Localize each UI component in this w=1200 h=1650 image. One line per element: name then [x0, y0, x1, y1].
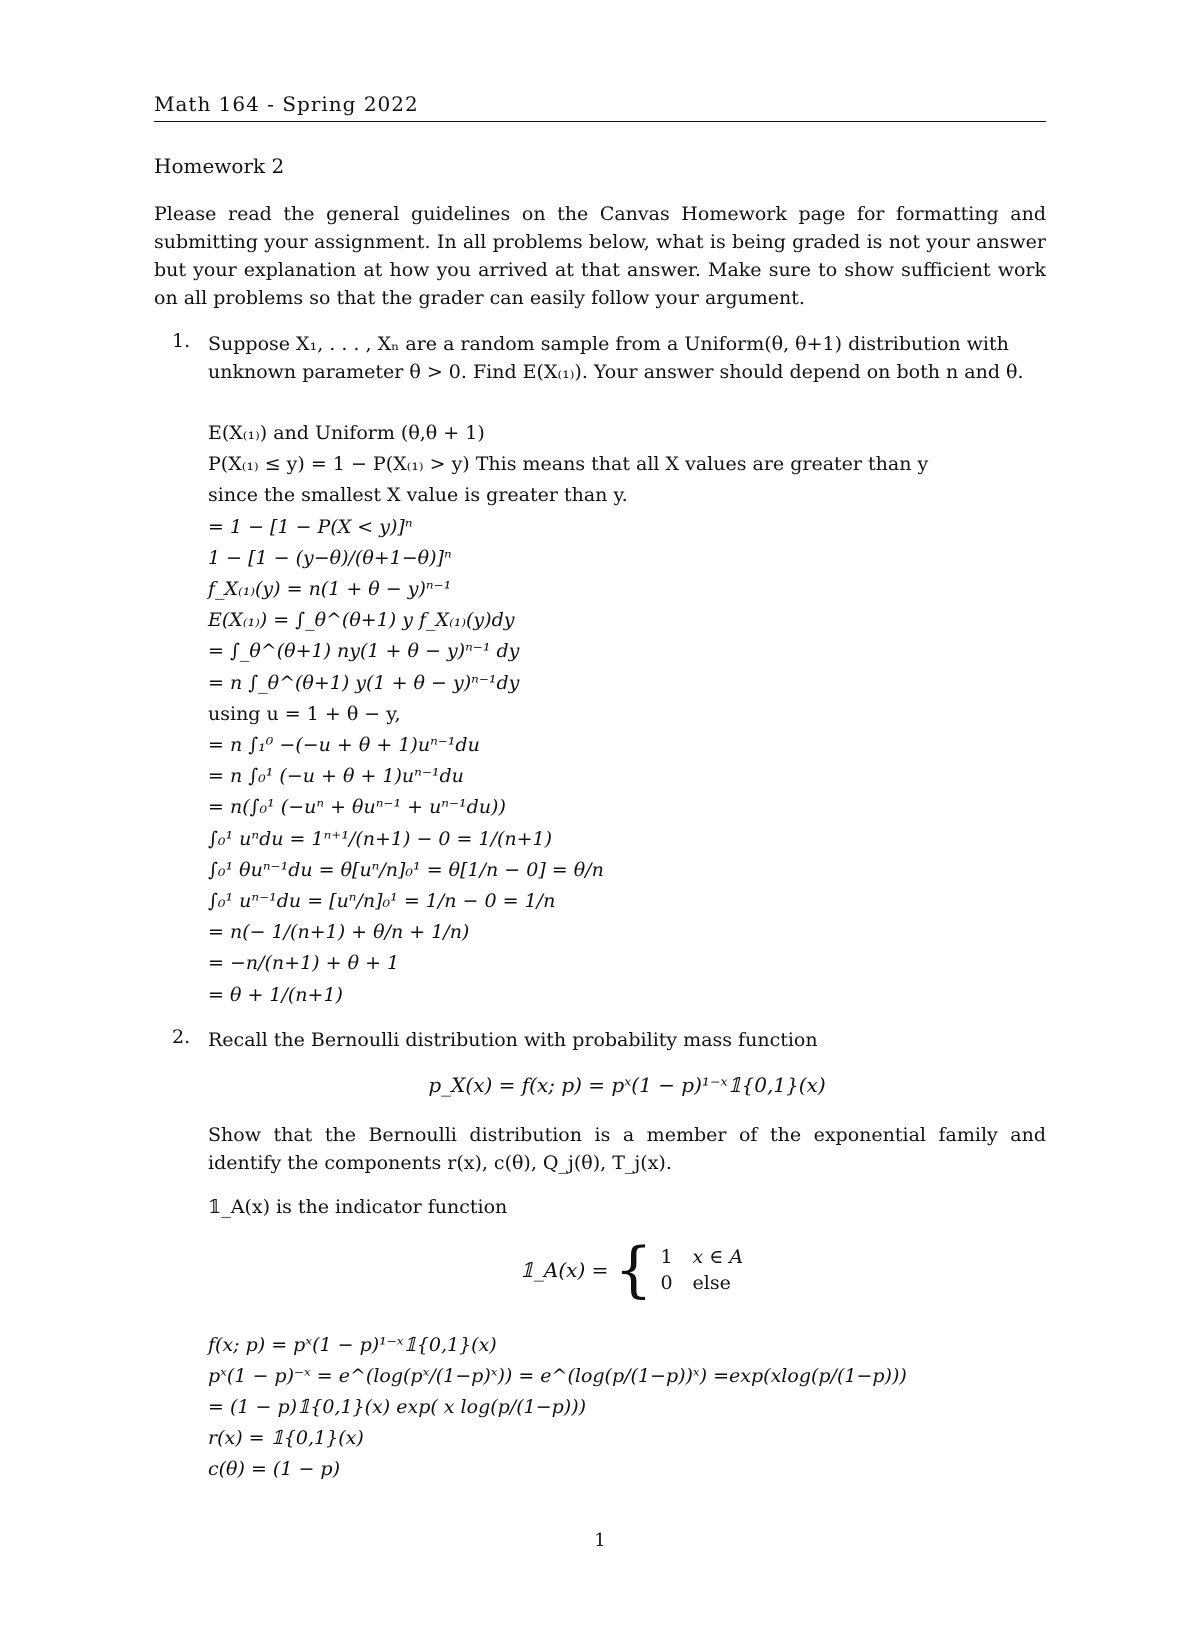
guidelines-paragraph: Please read the general guidelines on the Canvas Homework page for formatting and submitting your assignment. In all problems below, what is being graded is not your answer but your explanation at how you arrived at that answer. Make sure to show sufficient work on all problems so that the grader can easily follow your argument.: [154, 203, 1046, 309]
work-line: ∫₀¹ uⁿdu = 1ⁿ⁺¹/(n+1) − 0 = 1/(n+1): [208, 827, 553, 850]
work-line: = n ∫₁⁰ −(−u + θ + 1)uⁿ⁻¹du: [208, 734, 480, 757]
indicator-intro: 𝟙_A(x) is the indicator function: [208, 1196, 508, 1218]
case-value: 1: [660, 1246, 673, 1268]
problem-1-work: [208, 418, 1046, 1011]
work-line: P(X₍₁₎ ≤ y) = 1 − P(X₍₁₎ > y) This means that all X values are greater than y: [208, 453, 929, 476]
problem-2-task: Show that the Bernoulli distribution is a member of the exponential family and identify the components r(x), c(θ), Q_j(θ), T_j(x).: [208, 1124, 1046, 1174]
homework-title: Homework 2: [154, 154, 285, 178]
indicator-lhs: 𝟙_A(x) =: [520, 1258, 609, 1282]
problem-2-statement: Recall the Bernoulli distribution with probability mass function: [208, 1029, 818, 1051]
work-line: = θ + 1/(n+1): [208, 983, 343, 1006]
work-line: since the smallest X value is greater than y.: [208, 484, 628, 507]
work-line: f(x; p) = pˣ(1 − p)¹⁻ˣ𝟙{0,1}(x): [208, 1334, 497, 1356]
left-brace: {: [614, 1235, 653, 1305]
work-line: ∫₀¹ θuⁿ⁻¹du = θ[uⁿ/n]₀¹ = θ[1/n − 0] = θ/n: [208, 858, 604, 881]
case-condition: else: [692, 1272, 731, 1294]
problem-1-statement: Suppose X₁, . . . , Xₙ are a random sample from a Uniform(θ, θ+1) distribution with unknown parameter θ > 0. Find E(X₍₁₎). Your answer should depend on both n and θ.: [208, 333, 1024, 383]
work-line: E(X₍₁₎) and Uniform (θ,θ + 1): [208, 422, 485, 444]
work-line: = n ∫_θ^(θ+1) y(1 + θ − y)ⁿ⁻¹dy: [208, 671, 520, 694]
course-header: Math 164 - Spring 2022: [154, 92, 419, 116]
work-line: c(θ) = (1 − p): [208, 1458, 340, 1480]
work-line: ∫₀¹ uⁿ⁻¹du = [uⁿ/n]₀¹ = 1/n − 0 = 1/n: [208, 890, 556, 913]
work-line: E(X₍₁₎) = ∫_θ^(θ+1) y f_X₍₁₎(y)dy: [208, 609, 515, 632]
work-line: pˣ(1 − p)⁻ˣ = e^(log(pˣ/(1−p)ˣ)) = e^(log(p/(1−p))ˣ) =exp(xlog(p/(1−p))): [208, 1365, 907, 1387]
work-line: 1 − [1 − (y−θ)/(θ+1−θ)]ⁿ: [208, 546, 452, 569]
problem-1-number: 1.: [172, 330, 191, 352]
work-line: = (1 − p)𝟙{0,1}(x) exp( x log(p/(1−p))): [208, 1396, 587, 1418]
work-line: = −n/(n+1) + θ + 1: [208, 952, 400, 975]
work-line: = n(− 1/(n+1) + θ/n + 1/n): [208, 921, 470, 944]
page-number: 1: [594, 1530, 606, 1551]
work-line: using u = 1 + θ − y,: [208, 702, 401, 725]
indicator-cases: [661, 1246, 744, 1294]
indicator-definition: [520, 1235, 744, 1305]
work-line: = ∫_θ^(θ+1) ny(1 + θ − y)ⁿ⁻¹ dy: [208, 640, 520, 663]
problem-2-work: [208, 1330, 1046, 1485]
header-rule: [154, 121, 1046, 122]
case-value: 0: [660, 1272, 673, 1294]
bernoulli-pmf-equation: p_X(x) = f(x; p) = pˣ(1 − p)¹⁻ˣ𝟙{0,1}(x): [428, 1073, 826, 1097]
case-condition: x ∈ A: [692, 1246, 744, 1268]
work-line: r(x) = 𝟙{0,1}(x): [208, 1427, 364, 1449]
work-line: = 1 − [1 − P(X < y)]ⁿ: [208, 515, 413, 538]
problem-2-number: 2.: [172, 1026, 191, 1048]
work-line: = n ∫₀¹ (−u + θ + 1)uⁿ⁻¹du: [208, 765, 464, 788]
work-line: = n(∫₀¹ (−uⁿ + θuⁿ⁻¹ + uⁿ⁻¹du)): [208, 796, 506, 819]
work-line: f_X₍₁₎(y) = n(1 + θ − y)ⁿ⁻¹: [208, 578, 452, 601]
